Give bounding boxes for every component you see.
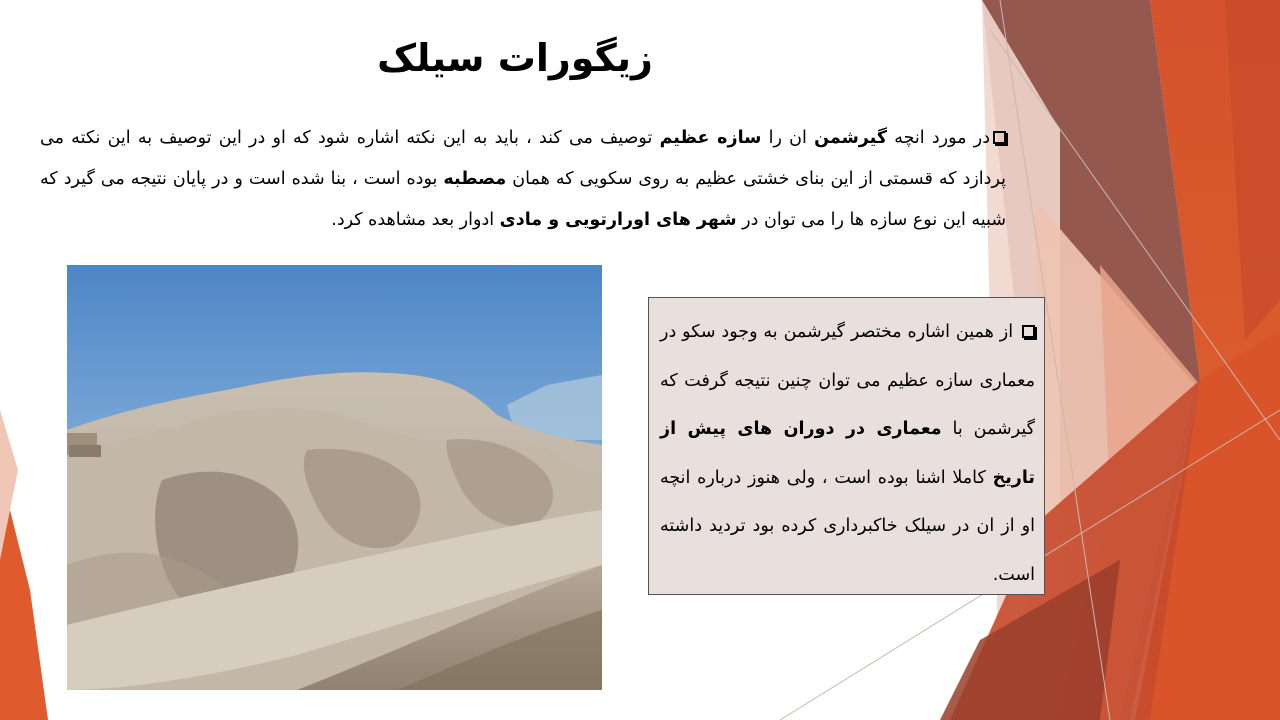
checkbox-bullet-icon <box>1022 325 1035 338</box>
para-text-2: ان را <box>761 128 815 148</box>
textbox-text-2: کاملا اشنا بوده است ، ولی هنوز درباره انچه او از ان در سیلک خاکبرداری کرده بود تردید داشته است. <box>660 467 1035 585</box>
textbox-bold-prehistoric: معماری در دوران های پیش از تاریخ <box>660 419 1035 488</box>
slide-title: زیگورات سیلک <box>377 36 653 80</box>
intro-paragraph <box>40 118 1006 241</box>
para-text-5: ادوار بعد مشاهده کرد. <box>331 210 500 230</box>
textbox-text-1: از همین اشاره مختصر گیرشمن به وجود سکو در معماری سازه عظیم می توان چنین نتیجه گرفت که گیرشمن با <box>660 322 1035 439</box>
summary-textbox <box>648 297 1045 595</box>
para-bold-cities: شهر های اورارتویی و مادی <box>499 210 737 230</box>
para-bold-great-structure: سازه عظیم <box>659 128 762 148</box>
para-bold-platform: مصطبه <box>443 169 507 189</box>
para-text-4: بوده است ، بنا شده است و در پایان نتیجه می گیرد که شبیه این نوع سازه ها را می توان در <box>40 169 1006 230</box>
para-text-1: در مورد انچه <box>887 128 990 148</box>
ruins-mound-photo <box>67 265 602 690</box>
para-text-3: توصیف می کند ، باید به این نکته اشاره شود که او در این توصیف به این نکته می پردازد که قسمتی از این بنای خشتی عظیم به روی سکویی که همان <box>40 128 1006 189</box>
para-bold-girshman: گیرشمن <box>814 128 887 148</box>
checkbox-bullet-icon <box>993 131 1006 144</box>
